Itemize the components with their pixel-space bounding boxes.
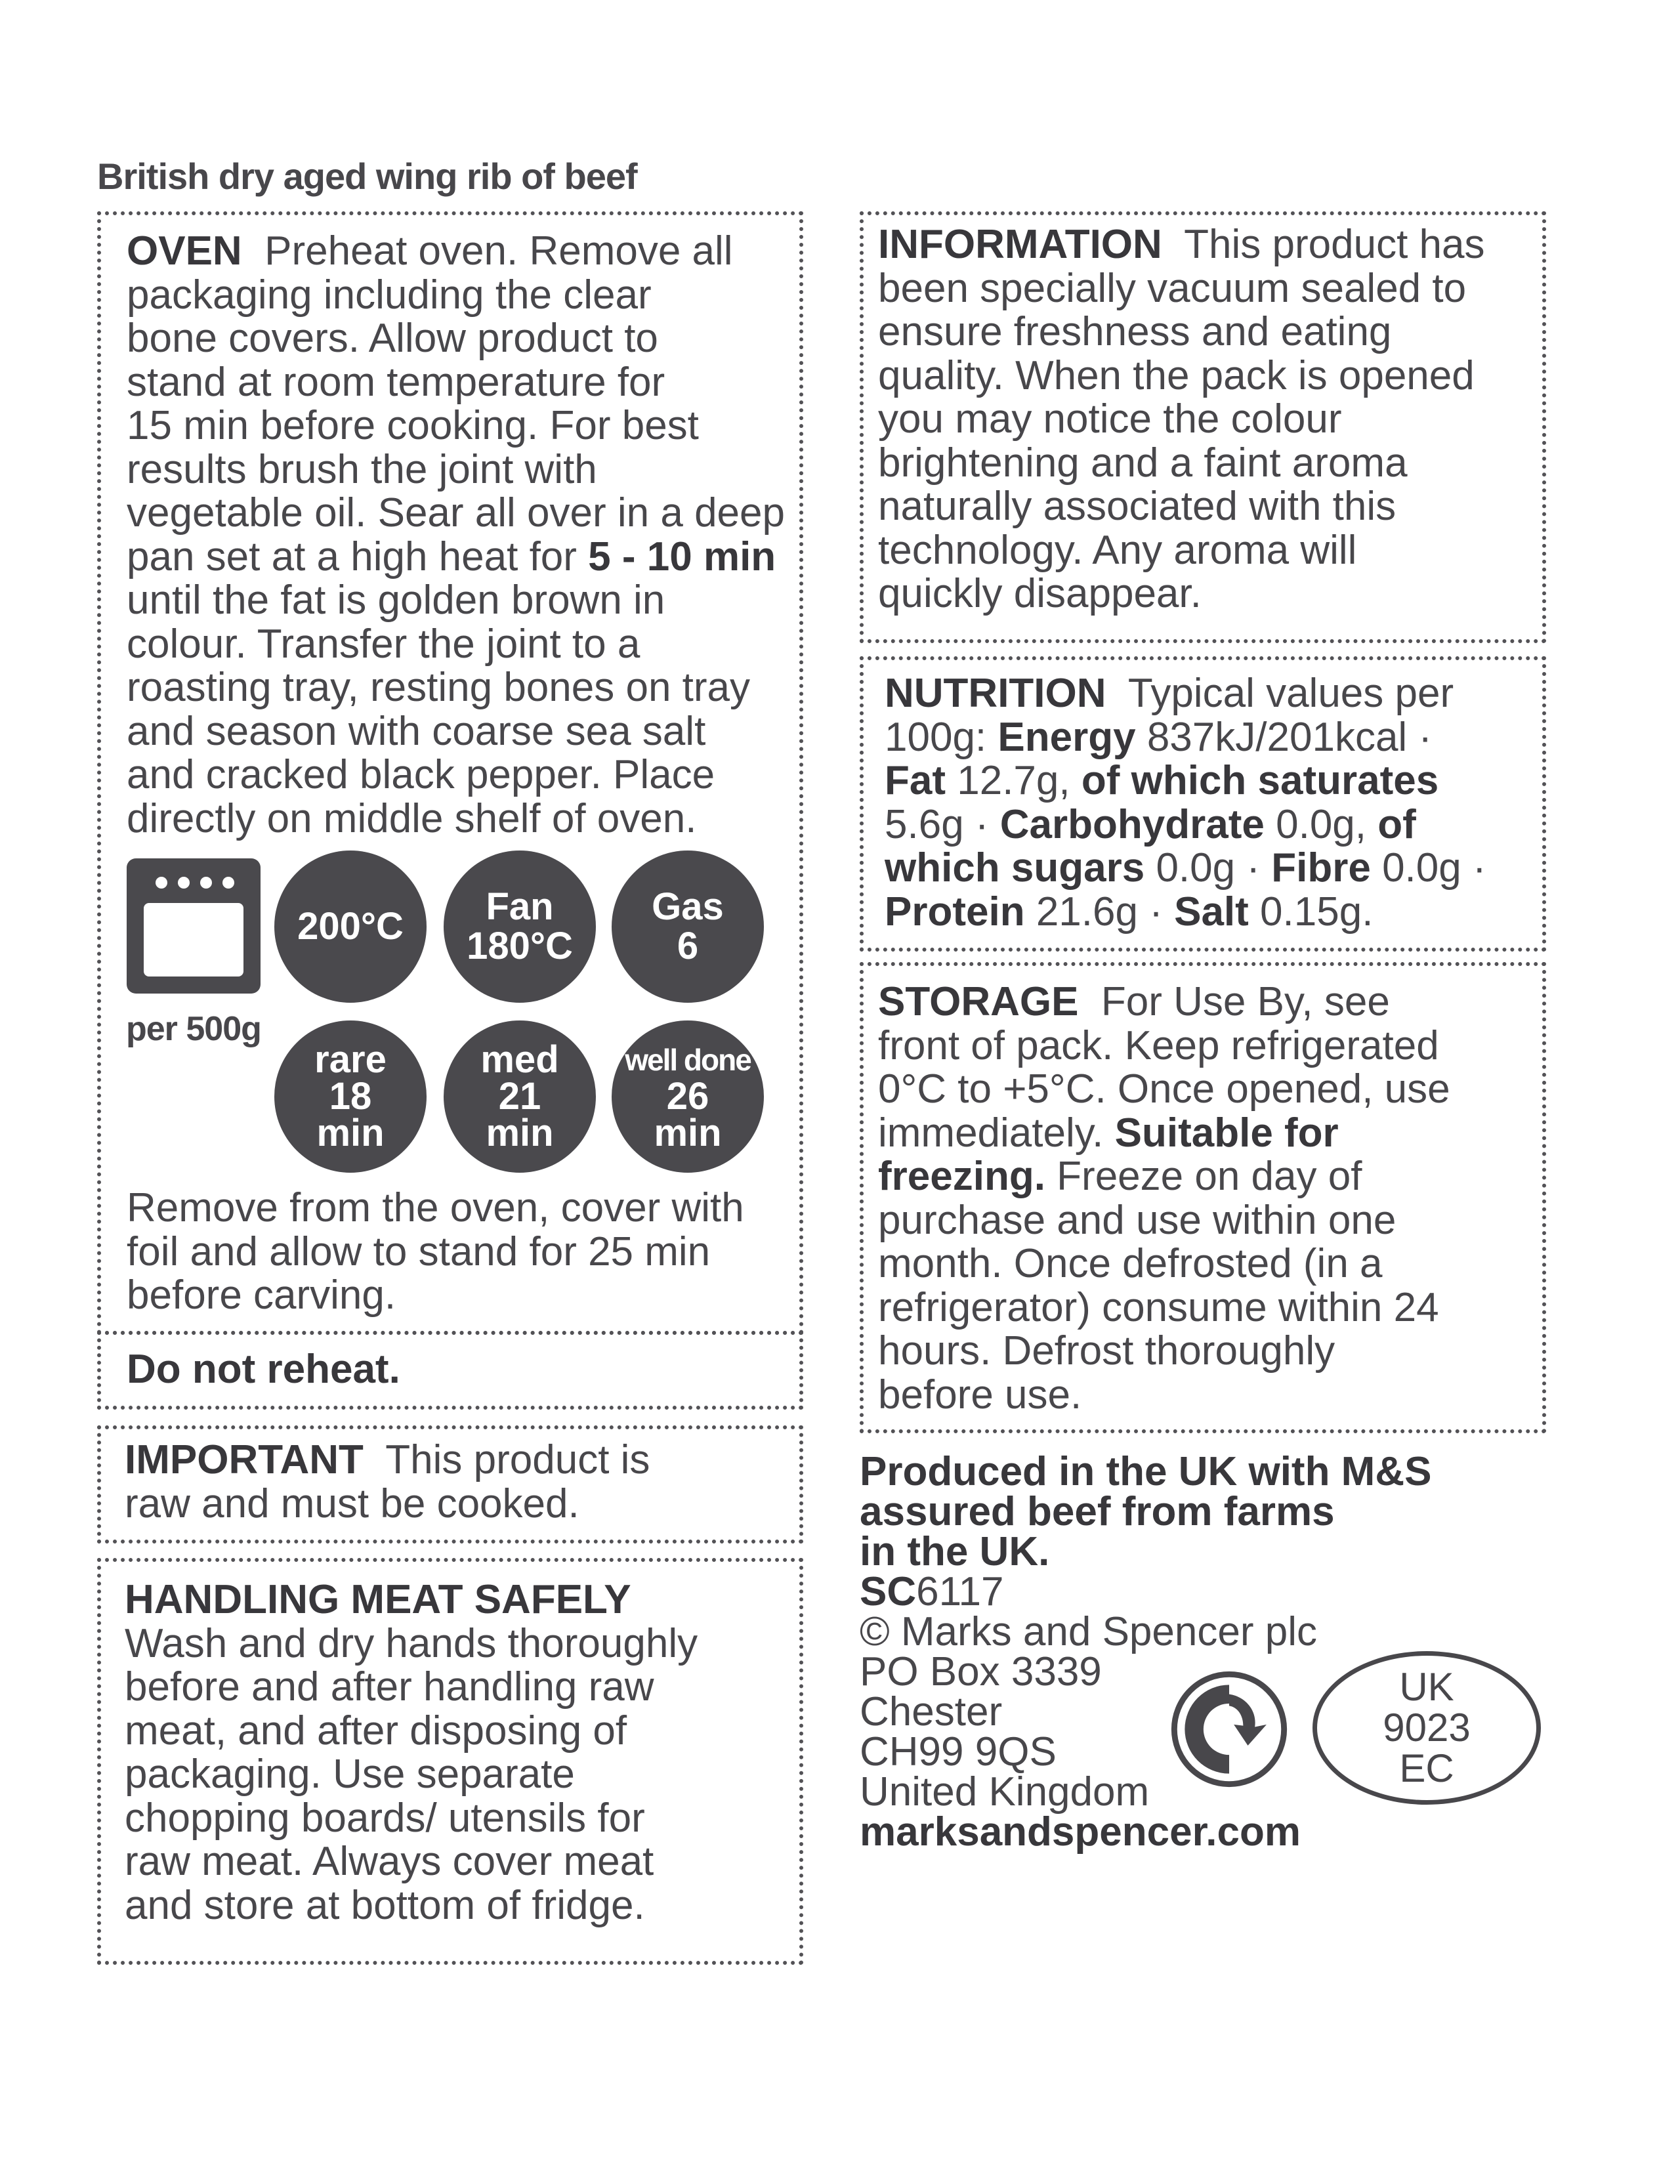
oven-heading: OVEN bbox=[127, 228, 242, 274]
handling-line-7: and store at bottom of fridge. bbox=[125, 1882, 645, 1928]
handling-line-6: raw meat. Always cover meat bbox=[125, 1839, 654, 1884]
info-line-2: been specially vacuum sealed to bbox=[878, 265, 1467, 311]
nutrition-line-1: NUTRITION Typical values per bbox=[885, 671, 1454, 716]
origin-line-1: Produced in the UK with M&S bbox=[860, 1449, 1432, 1494]
ec-health-mark: UK 9023 EC bbox=[1312, 1651, 1541, 1805]
origin-line-3: in the UK. bbox=[860, 1529, 1050, 1574]
oven-line-5: 15 min before cooking. For best bbox=[127, 403, 699, 448]
oven-rest-instructions bbox=[127, 1186, 796, 1318]
storage-heading: STORAGE bbox=[878, 979, 1079, 1024]
temp-circle-conventional: 200°C bbox=[274, 850, 427, 1003]
oven-line-10: colour. Transfer the joint to a bbox=[127, 621, 640, 667]
oven-line-8: pan set at a high heat for 5 - 10 min bbox=[127, 534, 776, 579]
storage-line-7: month. Once defrosted (in a bbox=[878, 1241, 1383, 1286]
nutrition-heading: NUTRITION bbox=[885, 671, 1106, 716]
product-title: British dry aged wing rib of beef bbox=[97, 156, 637, 197]
oven-instructions bbox=[127, 230, 796, 841]
address-line-3: Chester bbox=[860, 1689, 1003, 1734]
rest-line-2: foil and allow to stand for 25 min bbox=[127, 1228, 711, 1274]
oven-line-4: stand at room temperature for bbox=[127, 359, 665, 405]
nutrition-line-5: which sugars 0.0g · Fibre 0.0g · bbox=[885, 845, 1486, 891]
handling-line-4: packaging. Use separate bbox=[125, 1752, 575, 1797]
important-line-2: raw and must be cooked. bbox=[125, 1480, 579, 1526]
product-code: SC6117 bbox=[860, 1569, 1004, 1614]
information-text bbox=[878, 223, 1541, 616]
info-line-7: naturally associated with this bbox=[878, 484, 1396, 529]
oven-line-7: vegetable oil. Sear all over in a deep bbox=[127, 490, 785, 536]
important-heading: IMPORTANT bbox=[125, 1437, 364, 1482]
handling-text bbox=[125, 1578, 794, 1927]
storage-line-9: hours. Defrost thoroughly bbox=[878, 1328, 1335, 1374]
per-weight-label: per 500g bbox=[126, 1010, 261, 1048]
handling-line-3: meat, and after disposing of bbox=[125, 1708, 627, 1754]
address-line-2: PO Box 3339 bbox=[860, 1649, 1102, 1694]
info-line-6: brightening and a faint aroma bbox=[878, 440, 1408, 486]
rest-line-3: before carving. bbox=[127, 1272, 396, 1318]
oven-line-12: and season with coarse sea salt bbox=[127, 708, 706, 754]
important-text bbox=[125, 1438, 794, 1526]
storage-line-8: refrigerator) consume within 24 bbox=[878, 1284, 1439, 1330]
temp-circle-fan: Fan 180°C bbox=[444, 850, 596, 1003]
website-link[interactable]: marksandspencer.com bbox=[860, 1809, 1301, 1855]
time-circle-medium: med 21 min bbox=[444, 1020, 596, 1173]
time-circle-well-done: well done 26 min bbox=[612, 1020, 764, 1173]
handling-line-2: before and after handling raw bbox=[125, 1664, 654, 1710]
oven-line-2: packaging including the clear bbox=[127, 272, 652, 318]
info-line-1: INFORMATION This product has bbox=[878, 222, 1485, 267]
storage-line-1: STORAGE For Use By, see bbox=[878, 979, 1390, 1024]
oven-line-1: OVEN Preheat oven. Remove all bbox=[127, 228, 733, 274]
important-line-1: IMPORTANT This product is bbox=[125, 1437, 650, 1482]
info-line-5: you may notice the colour bbox=[878, 396, 1342, 442]
storage-line-2: front of pack. Keep refrigerated bbox=[878, 1022, 1439, 1068]
address-line-1: © Marks and Spencer plc bbox=[860, 1609, 1317, 1654]
nutrition-text bbox=[885, 672, 1541, 934]
info-line-8: technology. Any aroma will bbox=[878, 527, 1357, 573]
oven-line-13: and cracked black pepper. Place bbox=[127, 752, 715, 797]
oven-line-11: roasting tray, resting bones on tray bbox=[127, 665, 751, 710]
storage-line-5: freezing. Freeze on day of bbox=[878, 1154, 1362, 1199]
storage-text bbox=[878, 980, 1541, 1417]
storage-line-6: purchase and use within one bbox=[878, 1197, 1396, 1243]
rest-line-1: Remove from the oven, cover with bbox=[127, 1185, 744, 1230]
address-line-4: CH99 9QS bbox=[860, 1729, 1057, 1774]
no-reheat-text: Do not reheat. bbox=[127, 1347, 400, 1392]
info-line-4: quality. When the pack is opened bbox=[878, 352, 1475, 398]
handling-line-1: Wash and dry hands thoroughly bbox=[125, 1620, 698, 1666]
address-line-5: United Kingdom bbox=[860, 1769, 1150, 1815]
oven-line-9: until the fat is golden brown in bbox=[127, 578, 665, 623]
storage-line-4: immediately. Suitable for bbox=[878, 1110, 1339, 1156]
information-heading: INFORMATION bbox=[878, 222, 1162, 267]
handling-line-5: chopping boards/ utensils for bbox=[125, 1795, 645, 1841]
nutrition-line-6: Protein 21.6g · Salt 0.15g. bbox=[885, 889, 1374, 934]
nutrition-line-4: 5.6g · Carbohydrate 0.0g, of bbox=[885, 801, 1416, 847]
oven-line-3: bone covers. Allow product to bbox=[127, 316, 658, 361]
temp-circle-gas: Gas 6 bbox=[612, 850, 764, 1003]
oven-line-6: results brush the joint with bbox=[127, 446, 597, 492]
storage-line-3: 0°C to +5°C. Once opened, use bbox=[878, 1066, 1450, 1112]
oven-icon bbox=[127, 858, 261, 994]
info-line-9: quickly disappear. bbox=[878, 571, 1202, 616]
time-circle-rare: rare 18 min bbox=[274, 1020, 427, 1173]
origin-line-2: assured beef from farms bbox=[860, 1489, 1335, 1534]
sear-time: 5 - 10 min bbox=[588, 534, 776, 579]
green-dot-icon bbox=[1171, 1671, 1288, 1788]
storage-line-10: before use. bbox=[878, 1372, 1082, 1418]
oven-line-14: directly on middle shelf of oven. bbox=[127, 795, 697, 841]
nutrition-line-2: 100g: Energy 837kJ/201kcal · bbox=[885, 714, 1433, 760]
info-line-3: ensure freshness and eating bbox=[878, 309, 1392, 354]
nutrition-line-3: Fat 12.7g, of which saturates bbox=[885, 758, 1439, 803]
handling-heading: HANDLING MEAT SAFELY bbox=[125, 1577, 631, 1622]
